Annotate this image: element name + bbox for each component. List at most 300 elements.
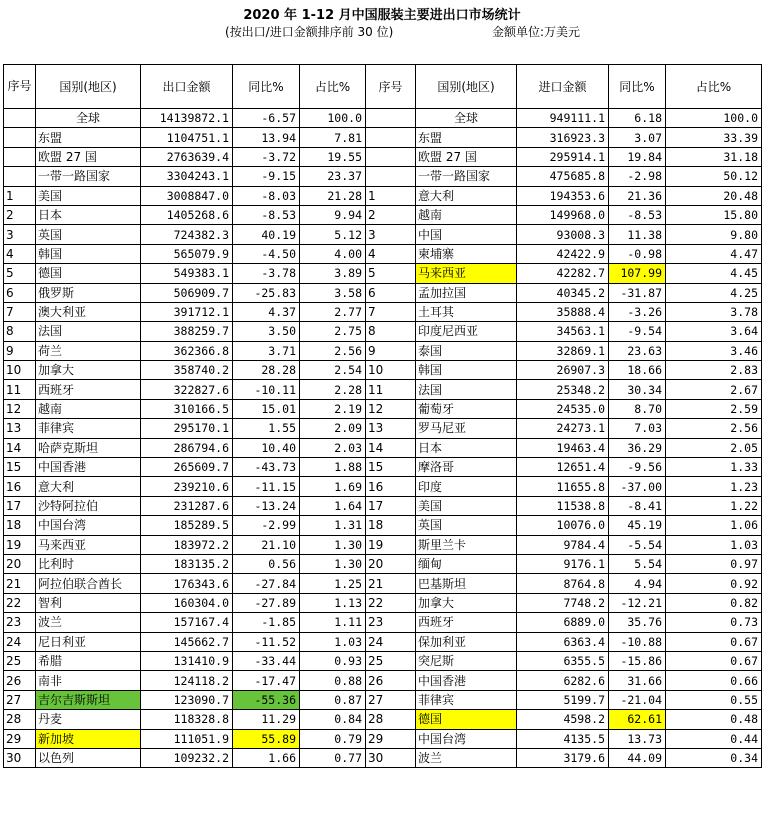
import-country-name: 保加利亚: [416, 632, 517, 651]
import-amount: 25348.2: [517, 380, 609, 399]
table-row: [4, 302, 762, 321]
export-yoy-percent: 11.29: [233, 710, 300, 729]
header-import-amount: 进口金额: [517, 65, 609, 109]
import-seq-cell: 8: [366, 322, 416, 341]
export-share-percent: 1.13: [300, 593, 366, 612]
import-share-percent: 3.46: [666, 341, 762, 360]
import-country-name: 英国: [416, 516, 517, 535]
export-amount: 724382.3: [141, 225, 233, 244]
import-country-name: 加拿大: [416, 593, 517, 612]
table-row: [4, 399, 762, 418]
import-country-name: 日本: [416, 438, 517, 457]
import-yoy-percent: -8.41: [609, 496, 666, 515]
export-yoy-percent: -25.83: [233, 283, 300, 302]
export-seq-cell: 29: [4, 729, 36, 748]
import-share-percent: 0.67: [666, 651, 762, 670]
import-yoy-percent: -8.53: [609, 205, 666, 224]
import-country-name: 马来西亚: [416, 264, 517, 283]
import-amount: 4598.2: [517, 710, 609, 729]
export-share-percent: 0.93: [300, 651, 366, 670]
import-seq-cell: 11: [366, 380, 416, 399]
export-yoy-percent: -17.47: [233, 671, 300, 690]
import-country-name: 葡萄牙: [416, 399, 517, 418]
table-body: [4, 109, 762, 768]
import-country-name: 中国台湾: [416, 729, 517, 748]
table-row: [4, 186, 762, 205]
export-seq-cell: 30: [4, 748, 36, 767]
import-yoy-percent: 107.99: [609, 264, 666, 283]
table-row: [4, 322, 762, 341]
import-yoy-percent: 18.66: [609, 361, 666, 380]
export-share-percent: 2.09: [300, 419, 366, 438]
table-row: [4, 593, 762, 612]
export-yoy-percent: 10.40: [233, 438, 300, 457]
share-percent: 50.12: [666, 167, 762, 186]
export-share-percent: 1.25: [300, 574, 366, 593]
header-seq-import: 序号: [366, 65, 416, 109]
export-amount: 123090.7: [141, 690, 233, 709]
export-seq-cell: 20: [4, 554, 36, 573]
export-amount: 3304243.1: [141, 167, 233, 186]
import-share-percent: 3.64: [666, 322, 762, 341]
import-seq-cell: 28: [366, 710, 416, 729]
import-share-percent: 1.22: [666, 496, 762, 515]
export-country-name: 波兰: [36, 613, 141, 632]
header-country-import: 国别(地区): [416, 65, 517, 109]
export-seq-cell: 3: [4, 225, 36, 244]
export-amount: 506909.7: [141, 283, 233, 302]
export-seq-cell: 21: [4, 574, 36, 593]
import-country-name: 柬埔寨: [416, 244, 517, 263]
export-yoy-percent: -27.84: [233, 574, 300, 593]
export-seq-cell: 15: [4, 458, 36, 477]
import-yoy-percent: 44.09: [609, 748, 666, 767]
import-share-percent: 4.25: [666, 283, 762, 302]
import-amount: 6355.5: [517, 651, 609, 670]
export-share-percent: 1.11: [300, 613, 366, 632]
import-amount: 40345.2: [517, 283, 609, 302]
export-seq-cell: 23: [4, 613, 36, 632]
import-yoy-percent: -31.87: [609, 283, 666, 302]
export-amount: 3008847.0: [141, 186, 233, 205]
import-country-name: 缅甸: [416, 554, 517, 573]
export-share-percent: 0.84: [300, 710, 366, 729]
import-yoy-percent: 21.36: [609, 186, 666, 205]
seq-cell: [366, 128, 416, 147]
export-amount: 549383.1: [141, 264, 233, 283]
export-share-percent: 21.28: [300, 186, 366, 205]
export-amount: 160304.0: [141, 593, 233, 612]
summary-row: [4, 128, 762, 147]
import-country-name: 罗马尼亚: [416, 419, 517, 438]
import-yoy-percent: 23.63: [609, 341, 666, 360]
import-yoy-percent: -0.98: [609, 244, 666, 263]
import-share-percent: 2.67: [666, 380, 762, 399]
yoy-percent: 6.18: [609, 109, 666, 128]
export-yoy-percent: 3.50: [233, 322, 300, 341]
page-title: 2020 年 1-12 月中国服装主要进出口市场统计: [243, 8, 521, 23]
seq-cell: [4, 109, 36, 128]
export-country-name: 中国台湾: [36, 516, 141, 535]
export-amount: 157167.4: [141, 613, 233, 632]
export-country-name: 澳大利亚: [36, 302, 141, 321]
export-seq-cell: 5: [4, 264, 36, 283]
export-amount: 131410.9: [141, 651, 233, 670]
yoy-percent: 13.94: [233, 128, 300, 147]
import-share-percent: 0.55: [666, 690, 762, 709]
import-amount: 6363.4: [517, 632, 609, 651]
export-yoy-percent: 15.01: [233, 399, 300, 418]
export-share-percent: 2.03: [300, 438, 366, 457]
export-amount: 183135.2: [141, 554, 233, 573]
import-seq-cell: 19: [366, 535, 416, 554]
page-subtitle: (按出口/进口金额排序前 30 位): [225, 25, 394, 39]
export-amount: 111051.9: [141, 729, 233, 748]
export-share-percent: 3.89: [300, 264, 366, 283]
table-row: [4, 535, 762, 554]
region-name: 一带一路国家: [416, 167, 517, 186]
export-seq-cell: 18: [4, 516, 36, 535]
export-seq-cell: 19: [4, 535, 36, 554]
import-amount: 19463.4: [517, 438, 609, 457]
export-seq-cell: 12: [4, 399, 36, 418]
table-row: [4, 729, 762, 748]
region-name: 全球: [416, 109, 517, 128]
share-percent: 100.0: [666, 109, 762, 128]
export-amount: 239210.6: [141, 477, 233, 496]
import-seq-cell: 5: [366, 264, 416, 283]
table-row: [4, 651, 762, 670]
import-yoy-percent: -9.56: [609, 458, 666, 477]
import-share-percent: 2.83: [666, 361, 762, 380]
import-seq-cell: 26: [366, 671, 416, 690]
import-country-name: 土耳其: [416, 302, 517, 321]
export-yoy-percent: -11.15: [233, 477, 300, 496]
share-percent: 7.81: [300, 128, 366, 147]
export-seq-cell: 2: [4, 205, 36, 224]
export-country-name: 荷兰: [36, 341, 141, 360]
table-row: [4, 380, 762, 399]
export-share-percent: 0.77: [300, 748, 366, 767]
import-share-percent: 9.80: [666, 225, 762, 244]
seq-cell: [4, 167, 36, 186]
import-amount: 11538.8: [517, 496, 609, 515]
seq-cell: [366, 109, 416, 128]
table-row: [4, 225, 762, 244]
table-row: [4, 438, 762, 457]
import-seq-cell: 22: [366, 593, 416, 612]
import-share-percent: 2.59: [666, 399, 762, 418]
yoy-percent: 19.84: [609, 147, 666, 166]
import-share-percent: 1.03: [666, 535, 762, 554]
export-yoy-percent: -3.78: [233, 264, 300, 283]
import-amount: 93008.3: [517, 225, 609, 244]
export-country-name: 尼日利亚: [36, 632, 141, 651]
import-share-percent: 0.34: [666, 748, 762, 767]
import-yoy-percent: 13.73: [609, 729, 666, 748]
table-row: [4, 496, 762, 515]
export-country-name: 比利时: [36, 554, 141, 573]
import-share-percent: 0.66: [666, 671, 762, 690]
import-share-percent: 2.05: [666, 438, 762, 457]
import-yoy-percent: -9.54: [609, 322, 666, 341]
import-amount: 12651.4: [517, 458, 609, 477]
table-row: [4, 690, 762, 709]
export-amount: 565079.9: [141, 244, 233, 263]
import-amount: 9784.4: [517, 535, 609, 554]
import-yoy-percent: 31.66: [609, 671, 666, 690]
import-share-percent: 3.78: [666, 302, 762, 321]
export-seq-cell: 1: [4, 186, 36, 205]
export-amount: 322827.6: [141, 380, 233, 399]
export-seq-cell: 13: [4, 419, 36, 438]
header-export-amount: 出口金额: [141, 65, 233, 109]
region-name: 东盟: [36, 128, 141, 147]
export-yoy-percent: -2.99: [233, 516, 300, 535]
table-row: [4, 671, 762, 690]
export-share-percent: 1.03: [300, 632, 366, 651]
import-share-percent: 20.48: [666, 186, 762, 205]
table-row: [4, 341, 762, 360]
export-seq-cell: 7: [4, 302, 36, 321]
import-yoy-percent: -15.86: [609, 651, 666, 670]
import-amount: 194353.6: [517, 186, 609, 205]
import-country-name: 菲律宾: [416, 690, 517, 709]
import-share-percent: 0.82: [666, 593, 762, 612]
export-amount: 2763639.4: [141, 147, 233, 166]
export-share-percent: 2.28: [300, 380, 366, 399]
import-amount: 35888.4: [517, 302, 609, 321]
import-yoy-percent: 30.34: [609, 380, 666, 399]
import-country-name: 摩洛哥: [416, 458, 517, 477]
export-share-percent: 2.54: [300, 361, 366, 380]
import-yoy-percent: 7.03: [609, 419, 666, 438]
export-seq-cell: 6: [4, 283, 36, 302]
export-yoy-percent: 3.71: [233, 341, 300, 360]
export-amount: 265609.7: [141, 458, 233, 477]
import-seq-cell: 10: [366, 361, 416, 380]
import-seq-cell: 23: [366, 613, 416, 632]
export-seq-cell: 11: [4, 380, 36, 399]
import-country-name: 突尼斯: [416, 651, 517, 670]
import-country-name: 斯里兰卡: [416, 535, 517, 554]
import-seq-cell: 3: [366, 225, 416, 244]
import-share-percent: 0.67: [666, 632, 762, 651]
table-row: [4, 554, 762, 573]
export-amount: 286794.6: [141, 438, 233, 457]
import-amount: 11655.8: [517, 477, 609, 496]
export-yoy-percent: -8.03: [233, 186, 300, 205]
export-share-percent: 2.77: [300, 302, 366, 321]
import-yoy-percent: 11.38: [609, 225, 666, 244]
import-share-percent: 2.56: [666, 419, 762, 438]
export-country-name: 菲律宾: [36, 419, 141, 438]
import-country-name: 印度尼西亚: [416, 322, 517, 341]
header-seq-export: 序号: [4, 65, 36, 109]
seq-cell: [4, 147, 36, 166]
export-share-percent: 2.19: [300, 399, 366, 418]
import-share-percent: 4.47: [666, 244, 762, 263]
import-amount: 4135.5: [517, 729, 609, 748]
export-share-percent: 1.69: [300, 477, 366, 496]
import-amount: 6889.0: [517, 613, 609, 632]
import-amount: 6282.6: [517, 671, 609, 690]
seq-cell: [366, 147, 416, 166]
export-seq-cell: 26: [4, 671, 36, 690]
table-row: [4, 613, 762, 632]
export-seq-cell: 28: [4, 710, 36, 729]
export-yoy-percent: -43.73: [233, 458, 300, 477]
import-seq-cell: 18: [366, 516, 416, 535]
export-seq-cell: 8: [4, 322, 36, 341]
table-row: [4, 419, 762, 438]
region-name: 欧盟 27 国: [36, 147, 141, 166]
export-seq-cell: 9: [4, 341, 36, 360]
export-seq-cell: 17: [4, 496, 36, 515]
import-seq-cell: 7: [366, 302, 416, 321]
import-amount: 5199.7: [517, 690, 609, 709]
export-yoy-percent: -1.85: [233, 613, 300, 632]
export-share-percent: 1.88: [300, 458, 366, 477]
import-country-name: 意大利: [416, 186, 517, 205]
import-seq-cell: 30: [366, 748, 416, 767]
import-country-name: 美国: [416, 496, 517, 515]
import-seq-cell: 14: [366, 438, 416, 457]
table-row: [4, 458, 762, 477]
export-country-name: 英国: [36, 225, 141, 244]
import-seq-cell: 4: [366, 244, 416, 263]
import-amount: 8764.8: [517, 574, 609, 593]
yoy-percent: -2.98: [609, 167, 666, 186]
export-yoy-percent: -8.53: [233, 205, 300, 224]
import-country-name: 西班牙: [416, 613, 517, 632]
import-share-percent: 0.92: [666, 574, 762, 593]
import-yoy-percent: -37.00: [609, 477, 666, 496]
import-amount: 42422.9: [517, 244, 609, 263]
region-name: 一带一路国家: [36, 167, 141, 186]
export-yoy-percent: 1.55: [233, 419, 300, 438]
import-amount: 24535.0: [517, 399, 609, 418]
export-country-name: 越南: [36, 399, 141, 418]
export-share-percent: 4.00: [300, 244, 366, 263]
export-country-name: 西班牙: [36, 380, 141, 399]
table-row: [4, 748, 762, 767]
summary-row: [4, 167, 762, 186]
table-row: [4, 361, 762, 380]
import-amount: 316923.3: [517, 128, 609, 147]
yoy-percent: -6.57: [233, 109, 300, 128]
export-seq-cell: 14: [4, 438, 36, 457]
import-yoy-percent: 62.61: [609, 710, 666, 729]
export-amount: 176343.6: [141, 574, 233, 593]
import-country-name: 泰国: [416, 341, 517, 360]
header-share-export: 占比%: [300, 65, 366, 109]
import-share-percent: 1.06: [666, 516, 762, 535]
export-country-name: 中国香港: [36, 458, 141, 477]
export-country-name: 俄罗斯: [36, 283, 141, 302]
region-name: 全球: [36, 109, 141, 128]
export-yoy-percent: -27.89: [233, 593, 300, 612]
export-yoy-percent: 21.10: [233, 535, 300, 554]
export-seq-cell: 10: [4, 361, 36, 380]
share-percent: 33.39: [666, 128, 762, 147]
yoy-percent: -3.72: [233, 147, 300, 166]
export-amount: 124118.2: [141, 671, 233, 690]
import-yoy-percent: -21.04: [609, 690, 666, 709]
import-yoy-percent: 35.76: [609, 613, 666, 632]
export-amount: 358740.2: [141, 361, 233, 380]
export-amount: 231287.6: [141, 496, 233, 515]
export-country-name: 沙特阿拉伯: [36, 496, 141, 515]
export-yoy-percent: -33.44: [233, 651, 300, 670]
import-share-percent: 0.73: [666, 613, 762, 632]
import-amount: 42282.7: [517, 264, 609, 283]
export-share-percent: 1.30: [300, 554, 366, 573]
export-share-percent: 3.58: [300, 283, 366, 302]
export-yoy-percent: 55.89: [233, 729, 300, 748]
export-yoy-percent: -10.11: [233, 380, 300, 399]
table-row: [4, 477, 762, 496]
region-name: 欧盟 27 国: [416, 147, 517, 166]
export-seq-cell: 27: [4, 690, 36, 709]
export-yoy-percent: -55.36: [233, 690, 300, 709]
table-row: [4, 283, 762, 302]
header-yoy-export: 同比%: [233, 65, 300, 109]
share-percent: 23.37: [300, 167, 366, 186]
import-seq-cell: 13: [366, 419, 416, 438]
export-country-name: 南非: [36, 671, 141, 690]
table-row: [4, 710, 762, 729]
export-amount: 1405268.6: [141, 205, 233, 224]
table-row: [4, 574, 762, 593]
table-row: [4, 205, 762, 224]
export-yoy-percent: -11.52: [233, 632, 300, 651]
import-seq-cell: 17: [366, 496, 416, 515]
import-country-name: 法国: [416, 380, 517, 399]
export-amount: 388259.7: [141, 322, 233, 341]
share-percent: 19.55: [300, 147, 366, 166]
import-seq-cell: 12: [366, 399, 416, 418]
import-yoy-percent: -5.54: [609, 535, 666, 554]
import-amount: 26907.3: [517, 361, 609, 380]
export-country-name: 哈萨克斯坦: [36, 438, 141, 457]
import-yoy-percent: 5.54: [609, 554, 666, 573]
export-amount: 362366.8: [141, 341, 233, 360]
import-amount: 9176.1: [517, 554, 609, 573]
export-amount: 295170.1: [141, 419, 233, 438]
export-seq-cell: 25: [4, 651, 36, 670]
export-yoy-percent: 1.66: [233, 748, 300, 767]
export-share-percent: 1.64: [300, 496, 366, 515]
export-country-name: 加拿大: [36, 361, 141, 380]
import-country-name: 中国: [416, 225, 517, 244]
import-country-name: 中国香港: [416, 671, 517, 690]
import-country-name: 印度: [416, 477, 517, 496]
import-seq-cell: 27: [366, 690, 416, 709]
import-share-percent: 0.44: [666, 729, 762, 748]
import-seq-cell: 1: [366, 186, 416, 205]
import-country-name: 巴基斯坦: [416, 574, 517, 593]
export-yoy-percent: 4.37: [233, 302, 300, 321]
import-seq-cell: 16: [366, 477, 416, 496]
import-yoy-percent: 4.94: [609, 574, 666, 593]
import-amount: 32869.1: [517, 341, 609, 360]
import-yoy-percent: 36.29: [609, 438, 666, 457]
import-seq-cell: 6: [366, 283, 416, 302]
export-amount: 109232.2: [141, 748, 233, 767]
import-amount: 949111.1: [517, 109, 609, 128]
seq-cell: [366, 167, 416, 186]
